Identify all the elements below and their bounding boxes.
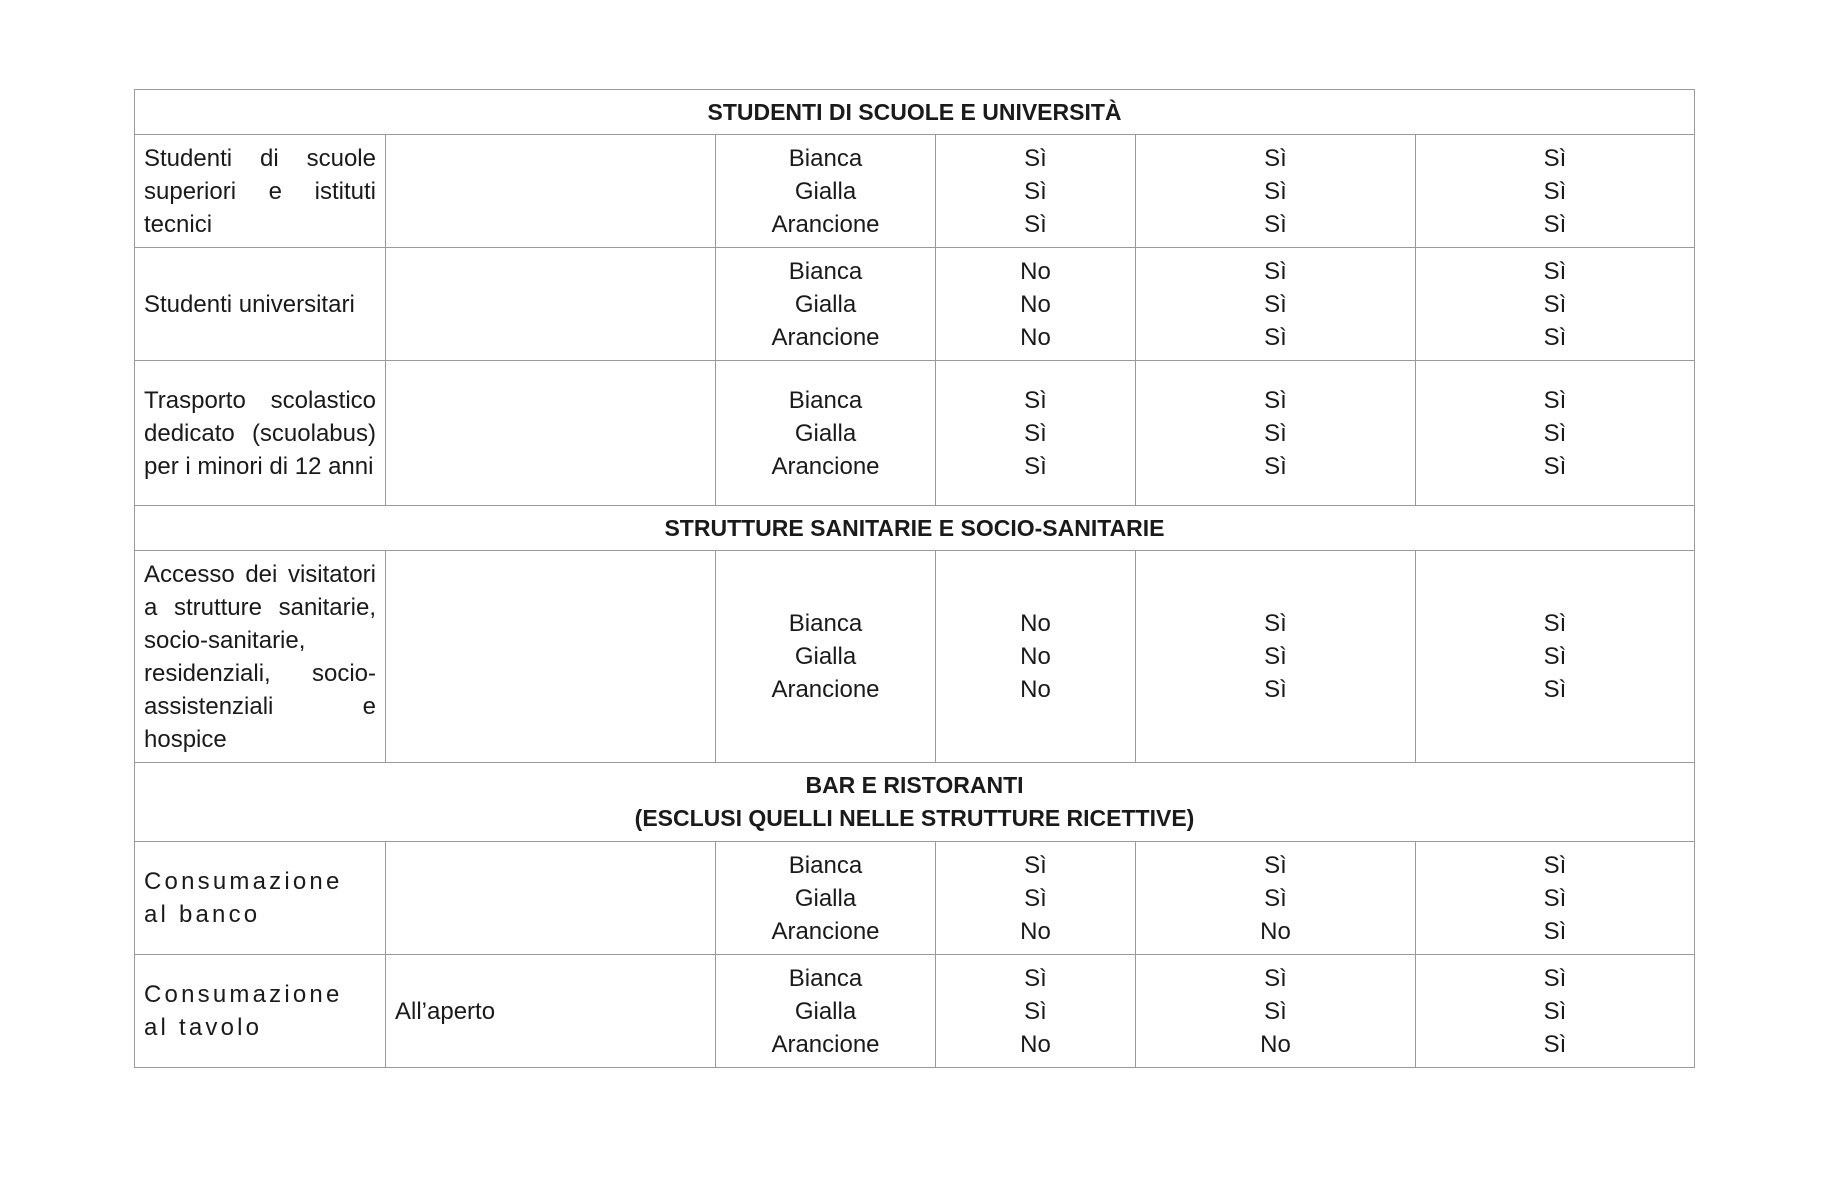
value: Sì bbox=[1543, 964, 1567, 992]
row-sub bbox=[386, 842, 716, 955]
value-cell bbox=[1136, 842, 1416, 955]
zone-label: Arancione bbox=[771, 1030, 880, 1058]
zone-label: Bianca bbox=[788, 964, 863, 992]
row-label: Studenti di scuole superiori e istituti tecnici bbox=[135, 135, 386, 248]
value: Sì bbox=[1024, 964, 1047, 992]
value: Sì bbox=[1264, 676, 1287, 703]
section-header-row bbox=[135, 506, 1695, 551]
value-cell bbox=[1416, 361, 1695, 506]
zone-label: Arancione bbox=[771, 323, 880, 351]
value-cell bbox=[936, 955, 1136, 1068]
zone-label: Gialla bbox=[794, 884, 857, 912]
value: No bbox=[1020, 917, 1051, 945]
row-sub bbox=[386, 135, 716, 248]
value-cell bbox=[936, 248, 1136, 361]
zones-cell bbox=[716, 248, 936, 361]
value-cell bbox=[936, 551, 1136, 763]
value-cell bbox=[936, 361, 1136, 506]
zones-cell bbox=[716, 551, 936, 763]
value: No bbox=[1020, 323, 1051, 351]
zone-label: Arancione bbox=[771, 210, 880, 238]
value: Sì bbox=[1543, 884, 1567, 912]
value: Sì bbox=[1543, 452, 1567, 480]
value: Sì bbox=[1543, 917, 1567, 945]
value: Sì bbox=[1024, 177, 1047, 205]
zone-label: Gialla bbox=[794, 643, 857, 670]
value-cell bbox=[936, 135, 1136, 248]
zone-label: Arancione bbox=[771, 452, 880, 480]
value: No bbox=[1260, 1030, 1291, 1058]
value: No bbox=[1020, 290, 1051, 318]
row-label: Consumazione al tavolo bbox=[135, 955, 386, 1068]
value: Sì bbox=[1543, 610, 1567, 637]
value: Sì bbox=[1543, 290, 1567, 318]
value-cell bbox=[1416, 842, 1695, 955]
value-cell bbox=[1416, 551, 1695, 763]
table-row bbox=[135, 135, 1695, 248]
value: Sì bbox=[1264, 257, 1287, 285]
value-cell bbox=[936, 842, 1136, 955]
zone-label: Arancione bbox=[771, 917, 880, 945]
value-cell bbox=[1136, 248, 1416, 361]
value: No bbox=[1260, 917, 1291, 945]
row-sub bbox=[386, 248, 716, 361]
zones-cell bbox=[716, 135, 936, 248]
table-row bbox=[135, 842, 1695, 955]
zone-label: Bianca bbox=[788, 610, 863, 637]
value: Sì bbox=[1543, 257, 1567, 285]
value: Sì bbox=[1264, 210, 1287, 238]
value-cell bbox=[1136, 955, 1416, 1068]
zones-cell bbox=[716, 955, 936, 1068]
section-header-row bbox=[135, 90, 1695, 135]
zone-label: Bianca bbox=[788, 851, 863, 879]
zone-label: Arancione bbox=[771, 676, 880, 703]
value-cell bbox=[1416, 248, 1695, 361]
value: Sì bbox=[1264, 323, 1287, 351]
value: Sì bbox=[1024, 851, 1047, 879]
table-row bbox=[135, 955, 1695, 1068]
value: Sì bbox=[1543, 851, 1567, 879]
value: Sì bbox=[1543, 386, 1567, 414]
value: No bbox=[1020, 643, 1051, 670]
value: Sì bbox=[1264, 144, 1287, 172]
table-row bbox=[135, 551, 1695, 763]
zone-label: Bianca bbox=[788, 386, 863, 414]
zone-label: Bianca bbox=[788, 144, 863, 172]
section-title bbox=[135, 763, 1695, 842]
value: Sì bbox=[1543, 144, 1567, 172]
zone-label: Bianca bbox=[788, 257, 863, 285]
row-sub: All’aperto bbox=[386, 955, 716, 1068]
value: Sì bbox=[1264, 177, 1287, 205]
value: No bbox=[1020, 1030, 1051, 1058]
value: Sì bbox=[1024, 210, 1047, 238]
value: Sì bbox=[1543, 419, 1567, 447]
value-cell bbox=[1136, 551, 1416, 763]
row-label: Accesso dei visitatori a strutture sanitarie, socio-sanitarie, residenziali, socio-assistenziali e hospice bbox=[135, 551, 386, 763]
value-cell bbox=[1136, 361, 1416, 506]
value: Sì bbox=[1264, 884, 1287, 912]
zone-label: Gialla bbox=[794, 290, 857, 318]
table-row bbox=[135, 248, 1695, 361]
value: Sì bbox=[1264, 386, 1287, 414]
value: No bbox=[1020, 257, 1051, 285]
zone-label: Gialla bbox=[794, 997, 857, 1025]
value: Sì bbox=[1264, 610, 1287, 637]
zones-cell bbox=[716, 361, 936, 506]
row-label: Trasporto scolastico dedicato (scuolabus) per i minori di 12 anni bbox=[135, 361, 386, 506]
zone-label: Gialla bbox=[794, 419, 857, 447]
value: No bbox=[1020, 676, 1051, 703]
value: Sì bbox=[1264, 419, 1287, 447]
value: Sì bbox=[1543, 210, 1567, 238]
value: No bbox=[1020, 610, 1051, 637]
rules-table bbox=[134, 89, 1695, 1068]
zone-label: Gialla bbox=[794, 177, 857, 205]
value: Sì bbox=[1024, 144, 1047, 172]
value: Sì bbox=[1264, 997, 1287, 1025]
value: Sì bbox=[1024, 386, 1047, 414]
value: Sì bbox=[1024, 997, 1047, 1025]
value: Sì bbox=[1264, 851, 1287, 879]
section-title: STUDENTI DI SCUOLE E UNIVERSITÀ bbox=[135, 90, 1695, 135]
value: Sì bbox=[1264, 452, 1287, 480]
table-row bbox=[135, 361, 1695, 506]
value-cell bbox=[1416, 135, 1695, 248]
section-subtitle-line: (ESCLUSI QUELLI NELLE STRUTTURE RICETTIVE) bbox=[634, 805, 1195, 831]
value-cell bbox=[1416, 955, 1695, 1068]
row-sub bbox=[386, 361, 716, 506]
value: Sì bbox=[1543, 1030, 1567, 1058]
value: Sì bbox=[1543, 643, 1567, 670]
value: Sì bbox=[1024, 419, 1047, 447]
row-label: Consumazione al banco bbox=[135, 842, 386, 955]
section-title-line: BAR E RISTORANTI bbox=[805, 772, 1024, 798]
section-header-row bbox=[135, 763, 1695, 842]
row-label: Studenti universitari bbox=[135, 248, 386, 361]
value: Sì bbox=[1264, 964, 1287, 992]
value: Sì bbox=[1543, 997, 1567, 1025]
section-title: STRUTTURE SANITARIE E SOCIO-SANITARIE bbox=[135, 506, 1695, 551]
value: Sì bbox=[1024, 452, 1047, 480]
zones-cell bbox=[716, 842, 936, 955]
value: Sì bbox=[1264, 290, 1287, 318]
row-sub bbox=[386, 551, 716, 763]
value: Sì bbox=[1024, 884, 1047, 912]
value: Sì bbox=[1264, 643, 1287, 670]
value: Sì bbox=[1543, 323, 1567, 351]
value: Sì bbox=[1543, 676, 1567, 703]
value: Sì bbox=[1543, 177, 1567, 205]
value-cell bbox=[1136, 135, 1416, 248]
